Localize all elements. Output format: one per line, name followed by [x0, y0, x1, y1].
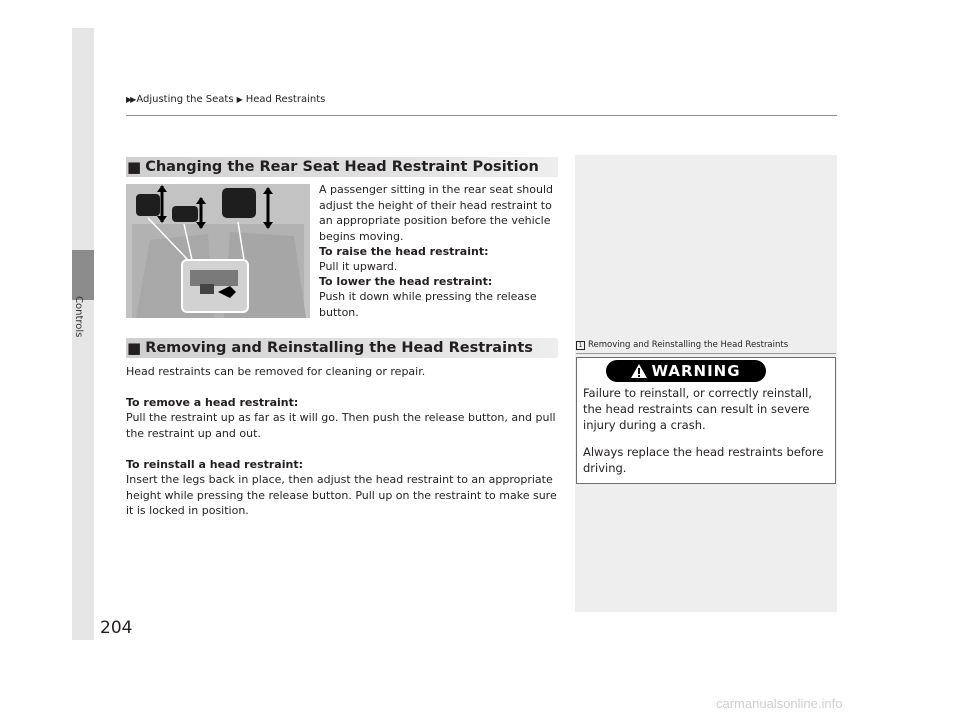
black-square-icon: ■ [127, 339, 142, 357]
note-heading [576, 340, 788, 350]
remove-text: Pull the restraint up as far as it will go. Then push the release button, and pull the restraint up and out. [126, 411, 556, 440]
section2-intro: Head restraints can be removed for cleaning or repair. [126, 365, 426, 378]
lower-text: Push it down while pressing the release button. [319, 290, 537, 319]
watermark: carmanualsonline.info [716, 696, 843, 711]
warning-label: WARNING [651, 362, 741, 380]
warning-banner [606, 360, 766, 382]
black-square-icon: ■ [127, 158, 142, 176]
remove-heading: To remove a head restraint: [126, 396, 299, 409]
section1-intro: A passenger sitting in the rear seat should adjust the height of their head restraint to an appropriate position before the vehicle begins moving. [319, 183, 554, 243]
breadcrumb [126, 94, 325, 105]
side-tab-label: Controls [73, 296, 84, 338]
breadcrumb-item-seats[interactable]: Adjusting the Seats [136, 94, 234, 105]
note-heading-text: Removing and Reinstalling the Head Restraints [588, 340, 789, 350]
note-marker-icon: 1 [576, 341, 585, 350]
side-tab-marker [72, 250, 94, 300]
section-heading-rear-head-restraint [126, 157, 558, 177]
rear-seat-illustration [126, 184, 310, 318]
note-divider [576, 353, 836, 354]
breadcrumb-item-head-restraints[interactable]: Head Restraints [245, 94, 326, 105]
section-heading-removing [126, 338, 558, 358]
triangle-right-icon: ▶ [236, 95, 243, 104]
header-divider [126, 115, 837, 116]
section-title: Changing the Rear Seat Head Restraint Position [145, 159, 539, 175]
warning-triangle-icon [631, 364, 647, 378]
lower-heading: To lower the head restraint: [319, 275, 493, 288]
warning-text-1: Failure to reinstall, or correctly reinstall, the head restraints can result in severe injury during a crash. [583, 386, 812, 432]
reinstall-text: Insert the legs back in place, then adjust the head restraint to an appropriate height while pressing the release button. Pull up on the restraint to make sure it is locked in position. [126, 473, 557, 517]
raise-heading: To raise the head restraint: [319, 245, 489, 258]
page-number: 204 [100, 618, 133, 638]
section-title: Removing and Reinstalling the Head Restraints [145, 340, 533, 356]
triangle-right-icon: ▶▶ [126, 95, 135, 104]
reinstall-heading: To reinstall a head restraint: [126, 458, 303, 471]
raise-text: Pull it upward. [319, 260, 398, 273]
warning-text-2: Always replace the head restraints before driving. [583, 445, 824, 475]
rear-seat-diagram [126, 184, 310, 318]
